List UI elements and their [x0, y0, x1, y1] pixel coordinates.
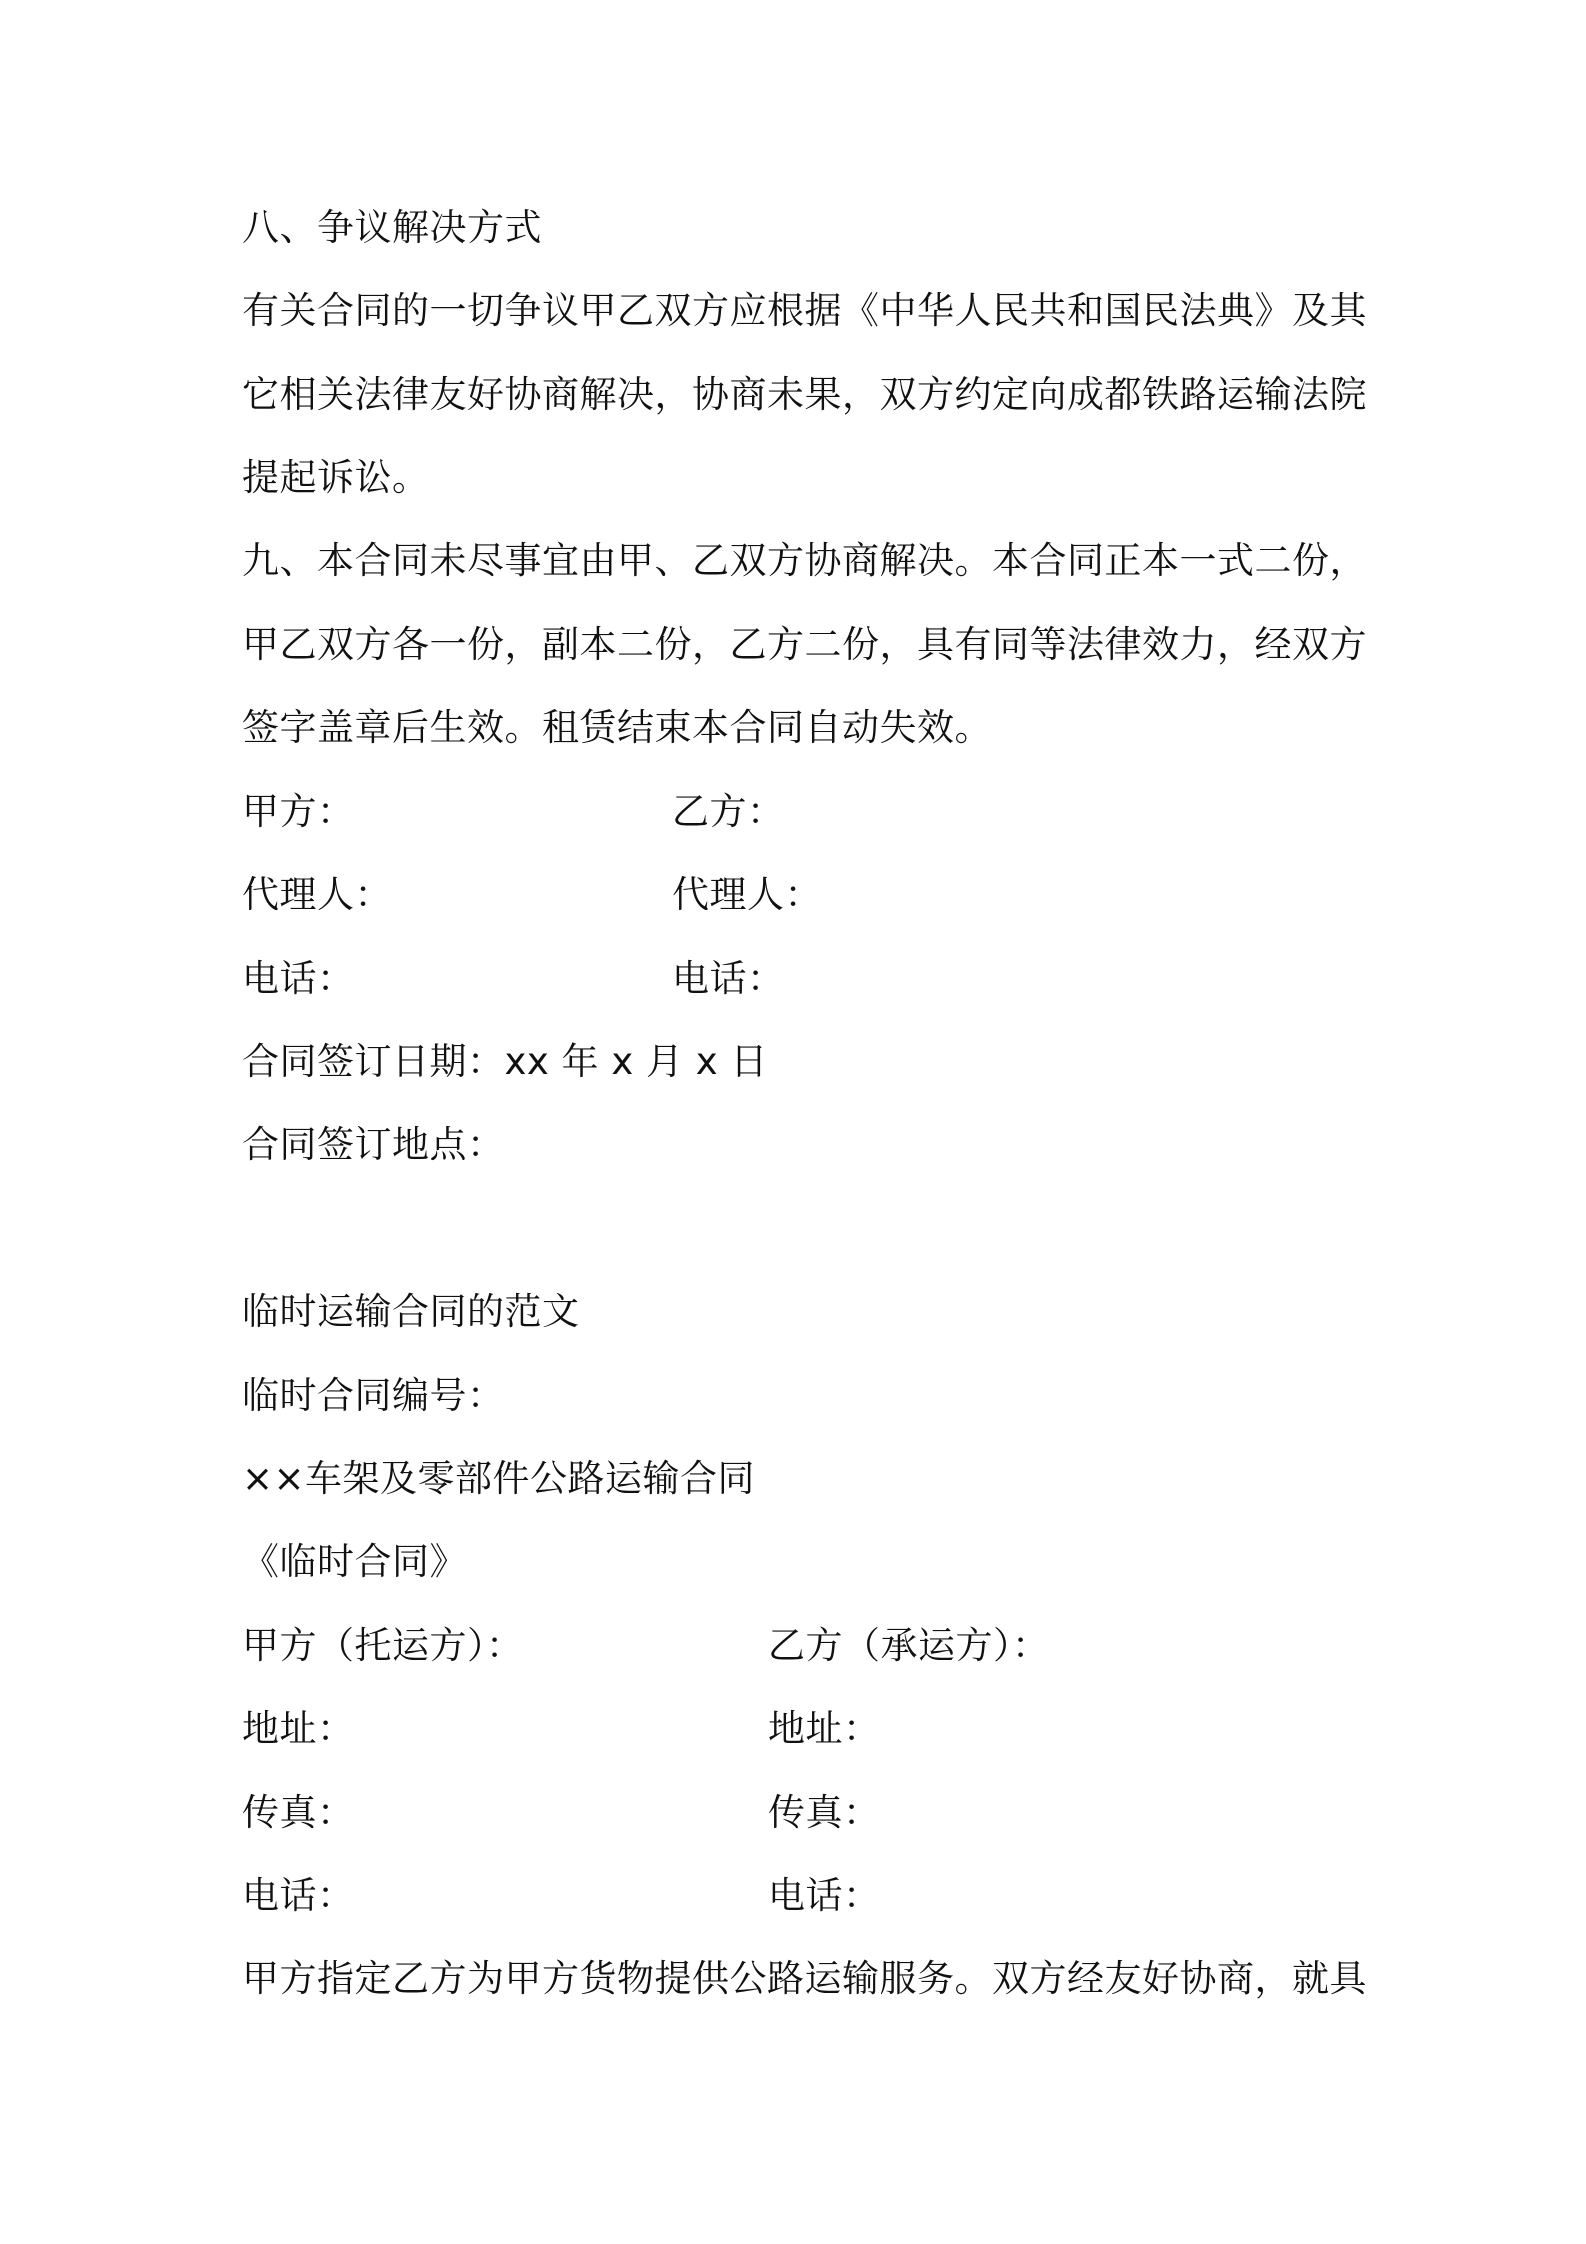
- carrier-label: 乙方（承运方）：: [768, 1624, 1050, 1667]
- section-9-line-3: 签字盖章后生效。租赁结束本合同自动失效。: [242, 706, 992, 749]
- party-a-label: 甲方：: [242, 790, 355, 833]
- signing-place: 合同签订地点：: [242, 1123, 505, 1166]
- contract-2-row-party: [242, 1622, 1050, 1670]
- contract-2-number-label: 临时合同编号：: [242, 1374, 505, 1417]
- contract-2-subtitle: 《临时合同》: [242, 1540, 467, 1583]
- section-8-heading: 八、争议解决方式: [242, 206, 542, 249]
- phone-a-label: 电话：: [242, 957, 355, 1000]
- address-b-label: 地址：: [768, 1707, 881, 1750]
- signature-row-phone: [242, 955, 785, 1003]
- contract-2-name: ××车架及零部件公路运输合同: [242, 1457, 756, 1500]
- section-9-line-1: 九、本合同未尽事宜由甲、乙双方协商解决。本合同正本一式二份，: [242, 539, 1367, 582]
- section-8-paragraph-line-2: 它相关法律友好协商解决，协商未果，双方约定向成都铁路运输法院: [242, 373, 1367, 416]
- contract-2-row-address: [242, 1705, 881, 1753]
- signing-date: 合同签订日期：xx 年 x 月 x 日: [242, 1040, 768, 1083]
- agent-b-label: 代理人：: [672, 873, 822, 916]
- fax-b-label: 传真：: [768, 1791, 881, 1834]
- shipper-label: 甲方（托运方）：: [242, 1624, 524, 1667]
- fax-a-label: 传真：: [242, 1791, 355, 1834]
- contract-2-title: 临时运输合同的范文: [242, 1290, 580, 1333]
- phone-a-label: 电话：: [242, 1874, 355, 1917]
- phone-b-label: 电话：: [672, 957, 785, 1000]
- party-b-label: 乙方：: [672, 790, 785, 833]
- contract-2-row-phone: [242, 1872, 881, 1920]
- contract-2-intro-line-1: 甲方指定乙方为甲方货物提供公路运输服务。双方经友好协商，就具: [242, 1957, 1367, 2000]
- address-a-label: 地址：: [242, 1707, 355, 1750]
- phone-b-label: 电话：: [768, 1874, 881, 1917]
- signature-row-agent: [242, 871, 822, 919]
- agent-a-label: 代理人：: [242, 873, 392, 916]
- contract-2-row-fax: [242, 1789, 881, 1837]
- section-8-paragraph-line-3: 提起诉讼。: [242, 456, 430, 499]
- signature-row-party: [242, 788, 785, 836]
- section-8-paragraph-line-1: 有关合同的一切争议甲乙双方应根据《中华人民共和国民法典》及其: [242, 289, 1367, 332]
- section-9-line-2: 甲乙双方各一份，副本二份，乙方二份，具有同等法律效力，经双方: [242, 623, 1367, 666]
